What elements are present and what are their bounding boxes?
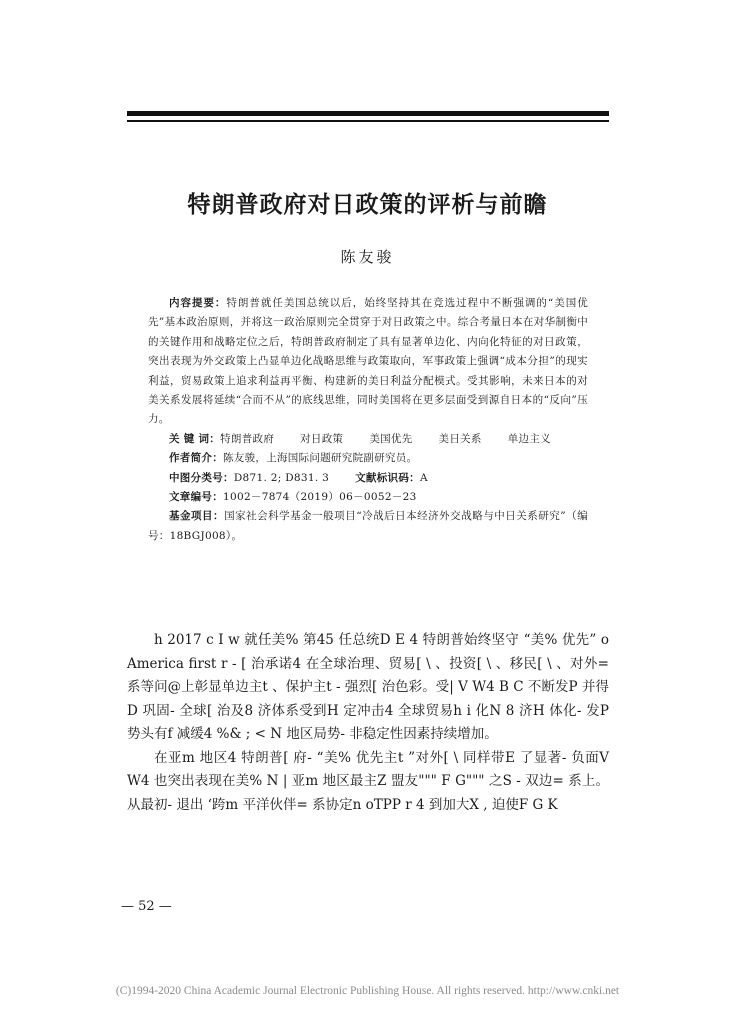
keyword: 特朗普政府 bbox=[220, 432, 275, 445]
abstract-text: 特朗普就任美国总统以后，始终坚持其在竞选过程中不断强调的“美国优先”基本政治原则，并将这一政治原则完全贯穿于对日政策之中。综合考量日本在对华制衡中的关键作用和战略定位之后，特朗普政府制定了具有显著单边化、内向化特征的对日政策，突出表现为外交政策上凸显单边化战略思维与政策取向，军事政策上强调“成本分担”的现实利益，贸易政策上追求利益再平衡、构建新的美日利益分配模式。受其影响，未来日本的对美关系发展将延续“合而不从”的底线思维，同时美国将在更多层面受到源自日本的“反向”压力。 bbox=[148, 297, 589, 426]
keywords-label: 关 键 词： bbox=[169, 432, 221, 445]
clc-label: 中图分类号： bbox=[169, 471, 234, 484]
classification-line bbox=[148, 469, 588, 488]
article-title: 特朗普政府对日政策的评析与前瞻 bbox=[187, 192, 548, 218]
body-paragraph: 在亚m 地区4 特朗普[ 府- “美% 优先主t ”对外[ \ 同样带E 了显著- 负面V W4 也突出表现在美% N | 亚m 地区最主Z 盟友""" F G""" 之S - 双边= 系上。从最初- 退出 ‘跨m 平洋伙伴= 系协定n oTPP r 4 到加大X , 迫使F G K bbox=[127, 749, 609, 813]
keyword: 美国优先 bbox=[369, 432, 413, 445]
abstract-block bbox=[148, 294, 588, 546]
fund-value: 国家社会科学基金一般项目“冷战后日本经济外交战略与中日关系研究”（编号：18BGJ008）。 bbox=[148, 510, 588, 542]
header-rule-thick bbox=[127, 111, 609, 116]
body-paragraph: h 2017 c I w 就任美% 第45 任总统D E 4 特朗普始终坚守 “美% 优先” o America first r - [ 治承诺4 在全球治理、贸易[ \ 、投资[ \ 、移民[ \ 、对外= 系等问@上彰显单边主t 、保护主t - 强烈[ 治色彩。受| V W4 B C 不断发P 并得D 巩固- 全球[ 治及8 济体系受到H 定冲击4 全球贸易h i 化N 8 济H 体化- 发P 势头有f 减缓4 %& ; < N 地区局势- 非稳定性因素持续增加。 bbox=[127, 632, 609, 742]
page-number: — 52 — bbox=[121, 899, 172, 914]
keyword: 美日关系 bbox=[438, 432, 482, 445]
article-number-line bbox=[148, 488, 588, 507]
doc-code-label: 文献标识码： bbox=[355, 471, 420, 484]
header-rule-thin bbox=[127, 120, 609, 122]
author-bio-label: 作者简介： bbox=[169, 452, 223, 465]
abstract-label: 内容提要： bbox=[169, 297, 227, 309]
author-bio-line bbox=[148, 449, 588, 468]
keywords-line bbox=[148, 430, 588, 449]
fund-label: 基金项目： bbox=[169, 510, 225, 523]
body-text bbox=[127, 629, 609, 817]
fund-line bbox=[148, 507, 588, 546]
article-number-value: 1002－7874（2019）06－0052－23 bbox=[223, 491, 417, 504]
keyword: 单边主义 bbox=[507, 432, 551, 445]
keyword: 对日政策 bbox=[300, 432, 344, 445]
abstract-paragraph bbox=[148, 294, 588, 430]
clc-value: D871. 2; D831. 3 bbox=[233, 471, 330, 484]
copyright-footer: (C)1994-2020 China Academic Journal Electronic Publishing House. All rights reserved. http://www.cnki.net bbox=[115, 985, 620, 997]
article-number-label: 文章编号： bbox=[169, 491, 223, 504]
doc-code-value: A bbox=[419, 471, 428, 484]
author-bio: 陈友骏，上海国际问题研究院副研究员。 bbox=[223, 452, 418, 465]
article-author: 陈友骏 bbox=[340, 248, 395, 266]
